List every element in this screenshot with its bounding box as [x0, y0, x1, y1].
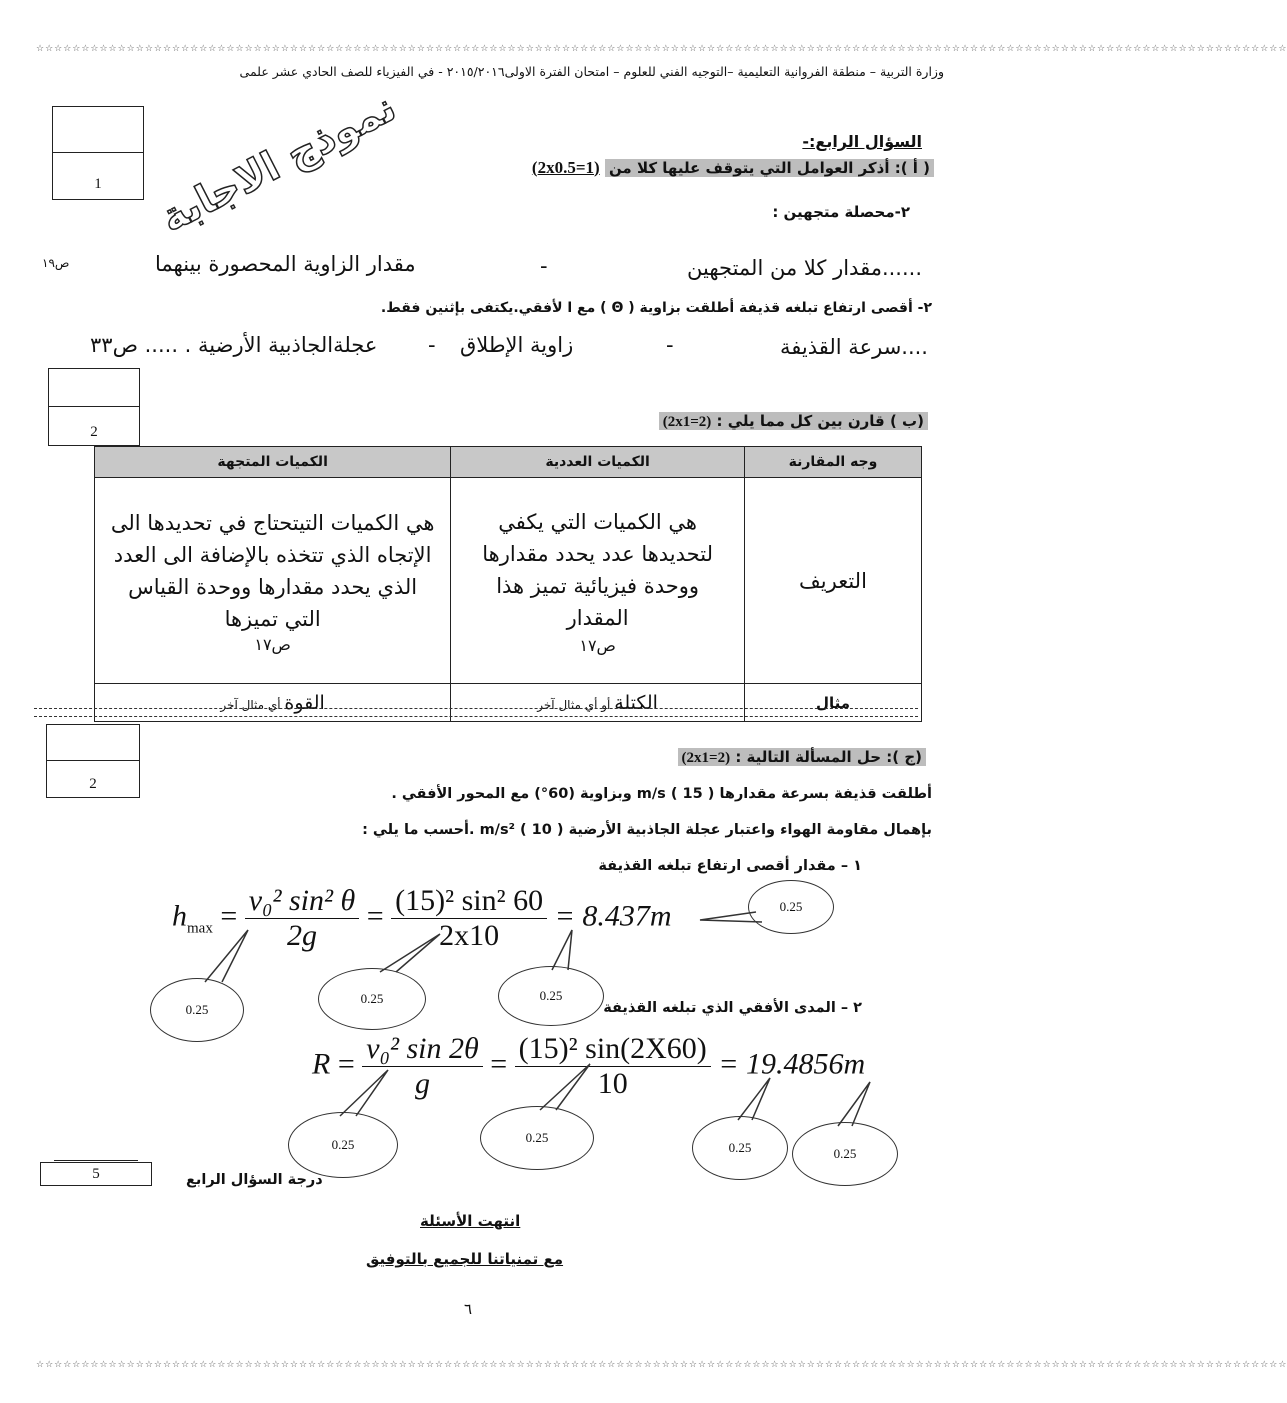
border-bottom: ☆☆☆☆☆☆☆☆☆☆☆☆☆☆☆☆☆☆☆☆☆☆☆☆☆☆☆☆☆☆☆☆☆☆☆☆☆☆☆☆☆☆☆☆☆☆☆☆☆☆☆☆☆☆☆☆☆☆☆☆☆☆☆☆☆☆☆☆☆☆☆☆☆☆☆☆☆☆☆☆☆☆☆☆☆☆☆☆☆☆☆☆☆☆☆☆☆☆☆☆☆☆☆☆☆☆☆☆☆☆☆☆☆☆☆☆☆☆☆☆☆☆☆☆☆☆☆☆☆☆☆☆☆☆☆☆☆☆	[36, 1360, 1287, 1370]
part-a-item2-answer-1: ....سرعة القذيفة	[780, 335, 928, 359]
header-aspect: وجه المقارنة	[744, 447, 921, 478]
part-c-prompt: (ج ): حل المسألة التالية : (2x1=2)	[678, 748, 926, 767]
problem-line-1: أطلقت قذيفة بسرعة مقدارها m/s ( 15 ) وبزاوية (60°) مع المحور الأفقي .	[391, 786, 932, 802]
part-a-item1-title: ٢-محصلة متجهين :	[772, 203, 910, 221]
dash: -	[540, 254, 548, 278]
equation-hmax: $h_{max}$ = $\frac{\text{v₀² sin² θ}}{2g}$ = $\frac{\text{(15)² sin² 60}}{2x10}$ = 8.437m	[172, 884, 672, 952]
answer-key-stamp: نموذج الاجابة	[153, 84, 404, 242]
end-text: انتهت الأسئلة	[420, 1212, 521, 1230]
problem-q2: ٢ – المدى الأفقي الذي تبلغه القذيفة	[603, 1000, 862, 1016]
dash: -	[666, 333, 674, 357]
page-number: ٦	[464, 1300, 473, 1318]
vector-example: القوة أي مثال آخر	[95, 684, 451, 722]
wish-text: مع تمنياتنا للجميع بالتوفيق	[366, 1250, 564, 1268]
score-a: 1	[94, 176, 102, 192]
problem-q1: ١ – مقدار أقصى ارتفاع تبلغه القذيفة	[598, 858, 862, 874]
dash: -	[428, 333, 436, 357]
scalar-definition: هي الكميات التي يكفي لتحديدها عدد يحدد مقدارها ووحدة فيزيائية تميز هذا المقدار ص١٧	[451, 478, 745, 684]
row-example-label: مثال	[744, 684, 921, 722]
question-title: السؤال الرابع:-	[802, 132, 922, 151]
header-vector: الكميات المتجهة	[95, 447, 451, 478]
total-score-box	[40, 1106, 152, 1186]
part-b-prompt: (ب ) قارن بين كل مما يلي : (2x1=2)	[659, 412, 928, 431]
scalar-example: الكتلة أو أي مثال آخر	[451, 684, 745, 722]
part-a-item2-answer-2: زاوية الإطلاق	[460, 333, 574, 357]
exam-header: وزارة التربية – منطقة الفروانية التعليمية –التوجيه الفني للعلوم – امتحان الفترة الاولى٢٠١٥/٢٠١٦ - في الفيزياء للصف الحادي عشر علمى	[239, 64, 944, 79]
part-a-prompt: ( أ ): أذكر العوامل التي يتوقف عليها كلا من (2x0.5=1)	[532, 158, 934, 178]
part-a-item1-answer-2: مقدار الزاوية المحصورة بينهما	[155, 252, 416, 276]
score-bubble: 0.25	[288, 1112, 398, 1178]
score-bubble: 0.25	[480, 1106, 594, 1170]
page-ref: ص١٩	[42, 256, 70, 270]
score-bubble: 0.25	[498, 966, 604, 1026]
score-bubble: 0.25	[150, 978, 244, 1042]
vector-definition: هي الكميات التيتحتاج في تحديدها الى الإتجاه الذي تتخذه بالإضافة الى العدد الذي يحدد مقدارها ووحدة القياس التي تميزها ص١٧	[95, 478, 451, 684]
part-a-item2-answer-3: عجلةالجاذبية الأرضية . ..... ص٣٣	[90, 333, 378, 357]
equation-range: R = $\frac{\text{v₀² sin 2θ}}{g}$ = $\frac{\text{(15)² sin(2X60)}}{10}$ = 19.4856m	[312, 1032, 866, 1100]
border-top: ☆☆☆☆☆☆☆☆☆☆☆☆☆☆☆☆☆☆☆☆☆☆☆☆☆☆☆☆☆☆☆☆☆☆☆☆☆☆☆☆☆☆☆☆☆☆☆☆☆☆☆☆☆☆☆☆☆☆☆☆☆☆☆☆☆☆☆☆☆☆☆☆☆☆☆☆☆☆☆☆☆☆☆☆☆☆☆☆☆☆☆☆☆☆☆☆☆☆☆☆☆☆☆☆☆☆☆☆☆☆☆☆☆☆☆☆☆☆☆☆☆☆☆☆☆☆☆☆☆☆☆☆☆☆☆☆☆☆	[36, 44, 1287, 54]
problem-line-2: بإهمال مقاومة الهواء واعتبار عجلة الجاذبية الأرضية m/s² ( 10 ) .أحسب ما يلي :	[362, 822, 932, 838]
part-a-item1-answer-1: ......مقدار كلا من المتجهين	[687, 256, 922, 280]
header-scalar: الكميات العددية	[451, 447, 745, 478]
part-a-item2-title: ٢- أقصى ارتفاع تبلغه قذيفة أطلقت بزاوية ( Θ ) مع ا لأفقي.يكتفى بإثنين فقط.	[380, 300, 932, 316]
total-score: 5	[92, 1166, 100, 1182]
score-bubble: 0.25	[318, 968, 426, 1030]
row-definition-label: التعريف	[744, 478, 921, 684]
score-b: 2	[90, 424, 98, 440]
score-bubble: 0.25	[792, 1122, 898, 1186]
score-bubble: 0.25	[748, 880, 834, 934]
total-label: درجة السؤال الرابع	[186, 1172, 323, 1188]
score-c: 2	[89, 776, 97, 792]
score-bubble: 0.25	[692, 1116, 788, 1180]
